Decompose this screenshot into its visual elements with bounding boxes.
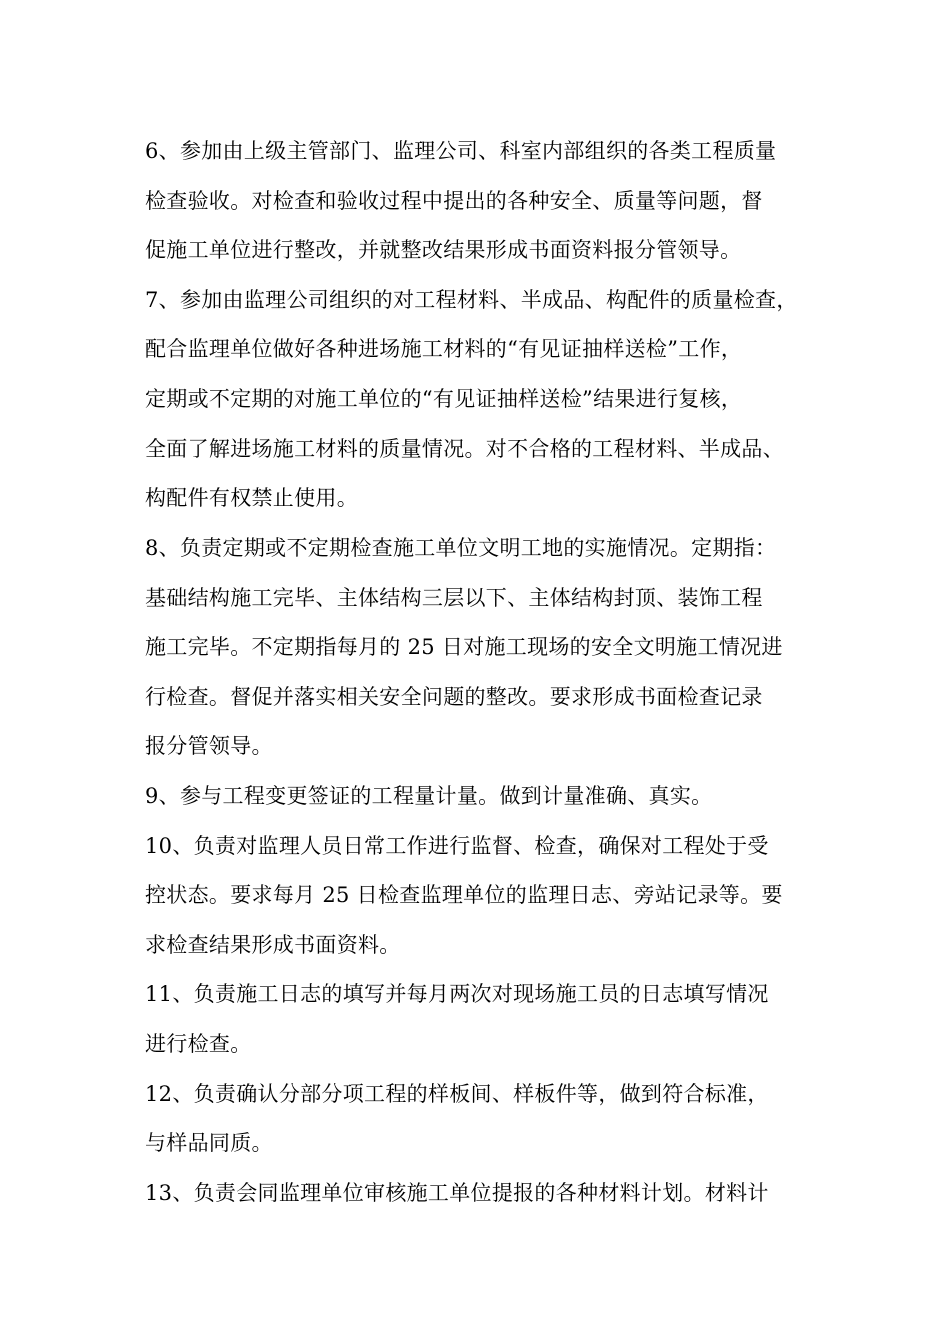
text-line: 11、负责施工日志的填写并每月两次对现场施工员的日志填写情况 xyxy=(145,982,769,1006)
text-line: 基础结构施工完毕、主体结构三层以下、主体结构封顶、装饰工程 xyxy=(145,586,763,610)
text-line: 施工完毕。不定期指每月的 25 日对施工现场的安全文明施工情况进 xyxy=(145,635,783,659)
text-line: 配合监理单位做好各种进场施工材料的“有见证抽样送检”工作， xyxy=(145,337,743,361)
text-line: 12、负责确认分部分项工程的样板间、样板件等，做到符合标准， xyxy=(145,1082,769,1106)
text-line: 9、参与工程变更签证的工程量计量。做到计量准确、真实。 xyxy=(145,784,713,808)
text-line: 10、负责对监理人员日常工作进行监督、检查，确保对工程处于受 xyxy=(145,834,769,858)
text-line: 求检查结果形成书面资料。 xyxy=(145,933,401,957)
text-line: 控状态。要求每月 25 日检查监理单位的监理日志、旁站记录等。要 xyxy=(145,883,783,907)
text-line: 定期或不定期的对施工单位的“有见证抽样送检”结果进行复核， xyxy=(145,387,743,411)
text-line: 6、参加由上级主管部门、监理公司、科室内部组织的各类工程质量 xyxy=(145,139,777,163)
text-line: 检查验收。对检查和验收过程中提出的各种安全、质量等问题，督 xyxy=(145,189,763,213)
text-line: 13、负责会同监理单位审核施工单位提报的各种材料计划。材料计 xyxy=(145,1181,769,1205)
text-line: 行检查。督促并落实相关安全问题的整改。要求形成书面检查记录 xyxy=(145,685,763,709)
text-line: 全面了解进场施工材料的质量情况。对不合格的工程材料、半成品、 xyxy=(145,437,784,461)
text-line: 构配件有权禁止使用。 xyxy=(145,486,358,510)
text-line: 报分管领导。 xyxy=(145,734,273,758)
text-line: 7、参加由监理公司组织的对工程材料、半成品、构配件的质量检查， xyxy=(145,288,798,312)
text-line: 与样品同质。 xyxy=(145,1131,273,1155)
text-line: 促施工单位进行整改，并就整改结果形成书面资料报分管领导。 xyxy=(145,238,742,262)
text-line: 进行检查。 xyxy=(145,1032,252,1056)
text-line: 8、负责定期或不定期检查施工单位文明工地的实施情况。定期指： xyxy=(145,536,777,560)
